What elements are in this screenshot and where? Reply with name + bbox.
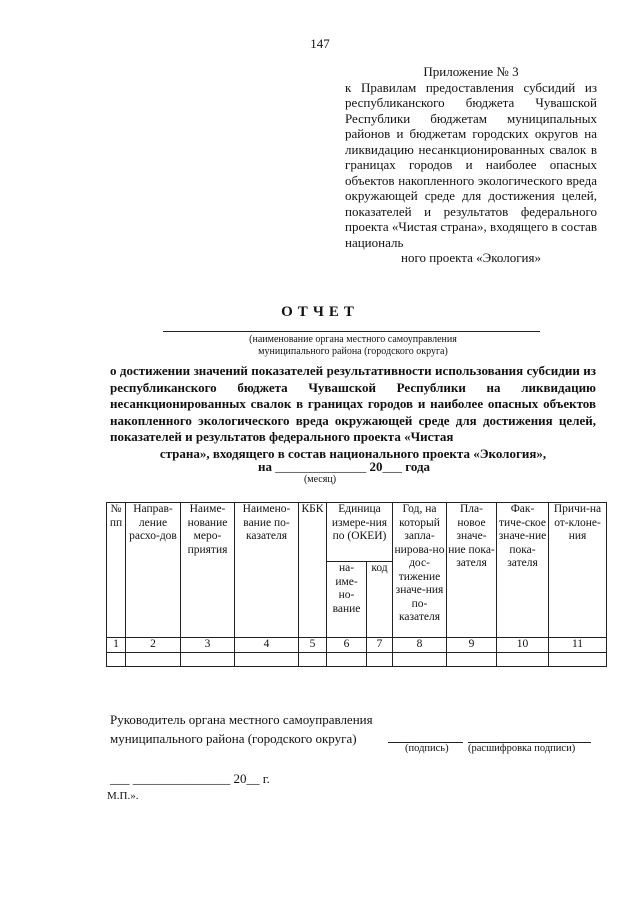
date-day-blank: ___: [110, 771, 130, 786]
header-unit-code: код: [367, 562, 393, 638]
header-actual: Фак-тиче-ское значе-ние пока-зателя: [497, 503, 549, 638]
column-number: 3: [181, 638, 235, 653]
column-number: 6: [327, 638, 367, 653]
report-description-text: о достижении значений показателей результативности использования субсидии из республиканского бюджета Чувашской Республики на ликвидацию несанкционированных свалок в границах городов и наиболее опасных объектов накопленного экологического вреда окружающей среде для достижения целей, показателей и результатов федерального проекта «Чистая: [110, 363, 596, 444]
stamp-place: М.П.».: [107, 790, 139, 802]
header-direction: Направ-ление расхо-дов: [126, 503, 181, 638]
table-cell: [235, 652, 299, 666]
header-target-year: Год, на который запла-нирова-но дос-тижение значе-ния по-казателя: [393, 503, 447, 638]
column-number: 10: [497, 638, 549, 653]
date-suffix: г.: [262, 771, 270, 786]
table-cell: [327, 652, 367, 666]
org-name-caption: [110, 334, 596, 358]
report-description-last: страна», входящего в состав национального проекта «Экология»,: [159, 445, 547, 461]
signer-title: [110, 710, 373, 748]
table-cell: [299, 652, 327, 666]
signature-date: [110, 771, 270, 787]
date-year-blank: __: [246, 771, 260, 786]
table-cell: [126, 652, 181, 666]
date-year-prefix: 20: [233, 771, 247, 786]
header-indicator: Наимено-вание по-казателя: [235, 503, 299, 638]
period-month-blank: ______________: [275, 459, 367, 474]
decoding-caption: (расшифровка подписи): [468, 743, 576, 754]
column-number: 4: [235, 638, 299, 653]
table-cell: [393, 652, 447, 666]
column-number: 1: [107, 638, 126, 653]
table-empty-row: [107, 652, 607, 666]
signature-caption: (подпись): [405, 743, 449, 754]
header-unit: Единица измере-ния по (ОКЕИ): [327, 503, 393, 562]
header-deviation: Причи-на от-клоне-ния: [549, 503, 607, 638]
table-column-numbers-row: [107, 638, 607, 653]
signer-line2: муниципального района (городского округа): [110, 731, 357, 746]
table-cell: [367, 652, 393, 666]
org-name-line: [163, 331, 540, 332]
column-number: 11: [549, 638, 607, 653]
org-caption-line1: (наименование органа местного самоуправления: [249, 334, 457, 345]
appendix-last-line: ного проекта «Экология»: [401, 250, 541, 265]
period-year-prefix: 20: [369, 459, 383, 474]
table-cell: [447, 652, 497, 666]
report-description: [110, 363, 596, 462]
report-period: [258, 459, 430, 475]
header-planned: Пла-новое значе-ние пока-зателя: [447, 503, 497, 638]
report-title: ОТЧЕТ: [281, 304, 359, 320]
table-cell: [107, 652, 126, 666]
appendix-title: Приложение № 3: [423, 64, 519, 79]
table-cell: [549, 652, 607, 666]
month-caption: (месяц): [303, 474, 337, 485]
column-number: 7: [367, 638, 393, 653]
report-table: [106, 502, 607, 667]
column-number: 2: [126, 638, 181, 653]
appendix-body: к Правилам предоставления субсидий из республиканского бюджета Чувашской Республики бюджетам муниципальных районов и бюджетам городских округов на ликвидацию несанкционированных свалок в границах городов и наиболее опасных объектов накопленного экологического вреда окружающей среде для достижения целей, показателей и результатов федерального проекта «Чистая страна», входящего в состав националь: [345, 79, 597, 250]
appendix-block: [345, 64, 597, 266]
header-kbk: КБК: [299, 503, 327, 638]
header-num: № пп: [107, 503, 126, 638]
date-month-blank: _______________: [132, 771, 231, 786]
page-number: 147: [310, 36, 330, 51]
table-cell: [181, 652, 235, 666]
column-number: 9: [447, 638, 497, 653]
table-header-row: [107, 503, 607, 562]
column-number: 5: [299, 638, 327, 653]
column-number: 8: [393, 638, 447, 653]
signer-line1: Руководитель органа местного самоуправления: [110, 712, 373, 727]
period-prefix: на: [258, 459, 272, 474]
period-year-blank: ___: [382, 459, 402, 474]
org-caption-line2: муниципального района (городского округа): [258, 346, 448, 357]
table-cell: [497, 652, 549, 666]
period-suffix: года: [405, 459, 431, 474]
header-unit-name: на-име-но-вание: [327, 562, 367, 638]
header-event: Наиме-нование меро-приятия: [181, 503, 235, 638]
